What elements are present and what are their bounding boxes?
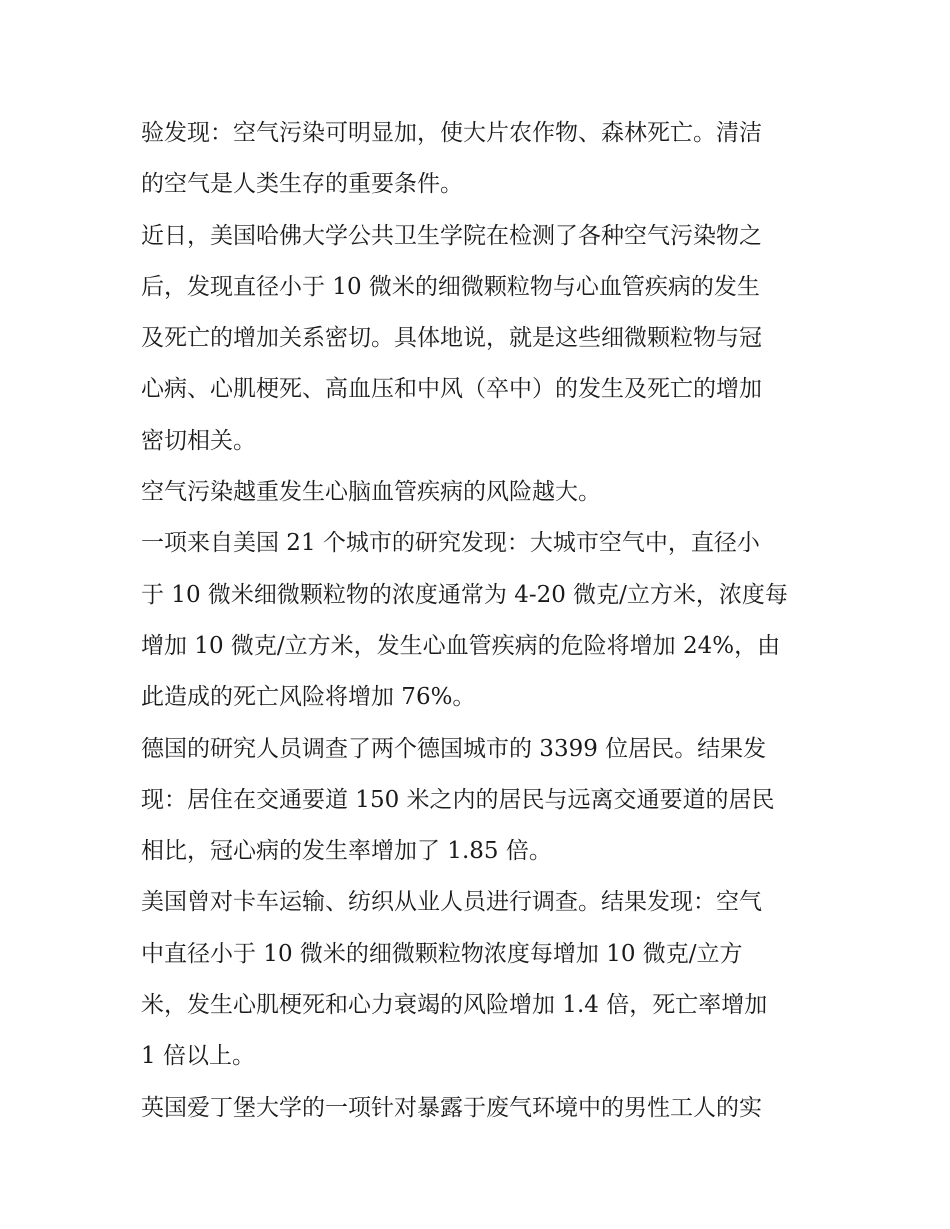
paragraph-6 (141, 877, 821, 1082)
text-line: 米，发生心肌梗死和心力衰竭的风险增加 1.4 倍，死亡率增加 (141, 992, 768, 1019)
text-line: 空气污染越重发生心脑血管疾病的风险越大。 (141, 479, 601, 506)
text-line: 现：居住在交通要道 150 米之内的居民与远离交通要道的居民 (141, 786, 775, 813)
text-line: 近日，美国哈佛大学公共卫生学院在检测了各种空气污染物之 (141, 222, 762, 249)
text-line: 美国曾对卡车运输、纺织从业人员进行调查。结果发现：空气 (141, 889, 762, 916)
text-line: 心病、心肌梗死、高血压和中风（卒中）的发生及死亡的增加 (141, 376, 762, 403)
paragraph-7 (141, 1083, 821, 1134)
paragraph-2 (141, 211, 821, 467)
text-line: 相比，冠心病的发生率增加了 1.85 倍。 (141, 838, 552, 865)
text-line: 密切相关。 (141, 427, 256, 454)
paragraph-4 (141, 518, 821, 723)
text-line: 后，发现直径小于 10 微米的细微颗粒物与心血管疾病的发生 (141, 273, 760, 300)
text-line: 英国爱丁堡大学的一项针对暴露于废气环境中的男性工人的实 (141, 1094, 762, 1121)
text-line: 德国的研究人员调查了两个德国城市的 3399 位居民。结果发 (141, 735, 767, 762)
paragraph-5 (141, 724, 821, 878)
text-line: 验发现：空气污染可明显加，使大片农作物、森林死亡。清洁 (141, 120, 762, 146)
text-line: 的空气是人类生存的重要条件。 (141, 171, 463, 198)
text-line: 1 倍以上。 (141, 1043, 255, 1070)
document-body (141, 108, 821, 1134)
text-line: 及死亡的增加关系密切。具体地说，就是这些细微颗粒物与冠 (141, 325, 762, 352)
paragraph-3 (141, 467, 821, 518)
text-line: 于 10 微米细微颗粒物的浓度通常为 4-20 微克/立方米，浓度每 (141, 581, 788, 608)
paragraph-1 (141, 108, 821, 211)
text-line: 一项来自美国 21 个城市的研究发现：大城市空气中，直径小 (141, 530, 760, 557)
text-line: 中直径小于 10 微米的细微颗粒物浓度每增加 10 微克/立方 (141, 940, 743, 967)
text-line: 增加 10 微克/立方米，发生心血管疾病的危险将增加 24%，由 (141, 632, 781, 659)
text-line: 此造成的死亡风险将增加 76%。 (141, 684, 476, 711)
